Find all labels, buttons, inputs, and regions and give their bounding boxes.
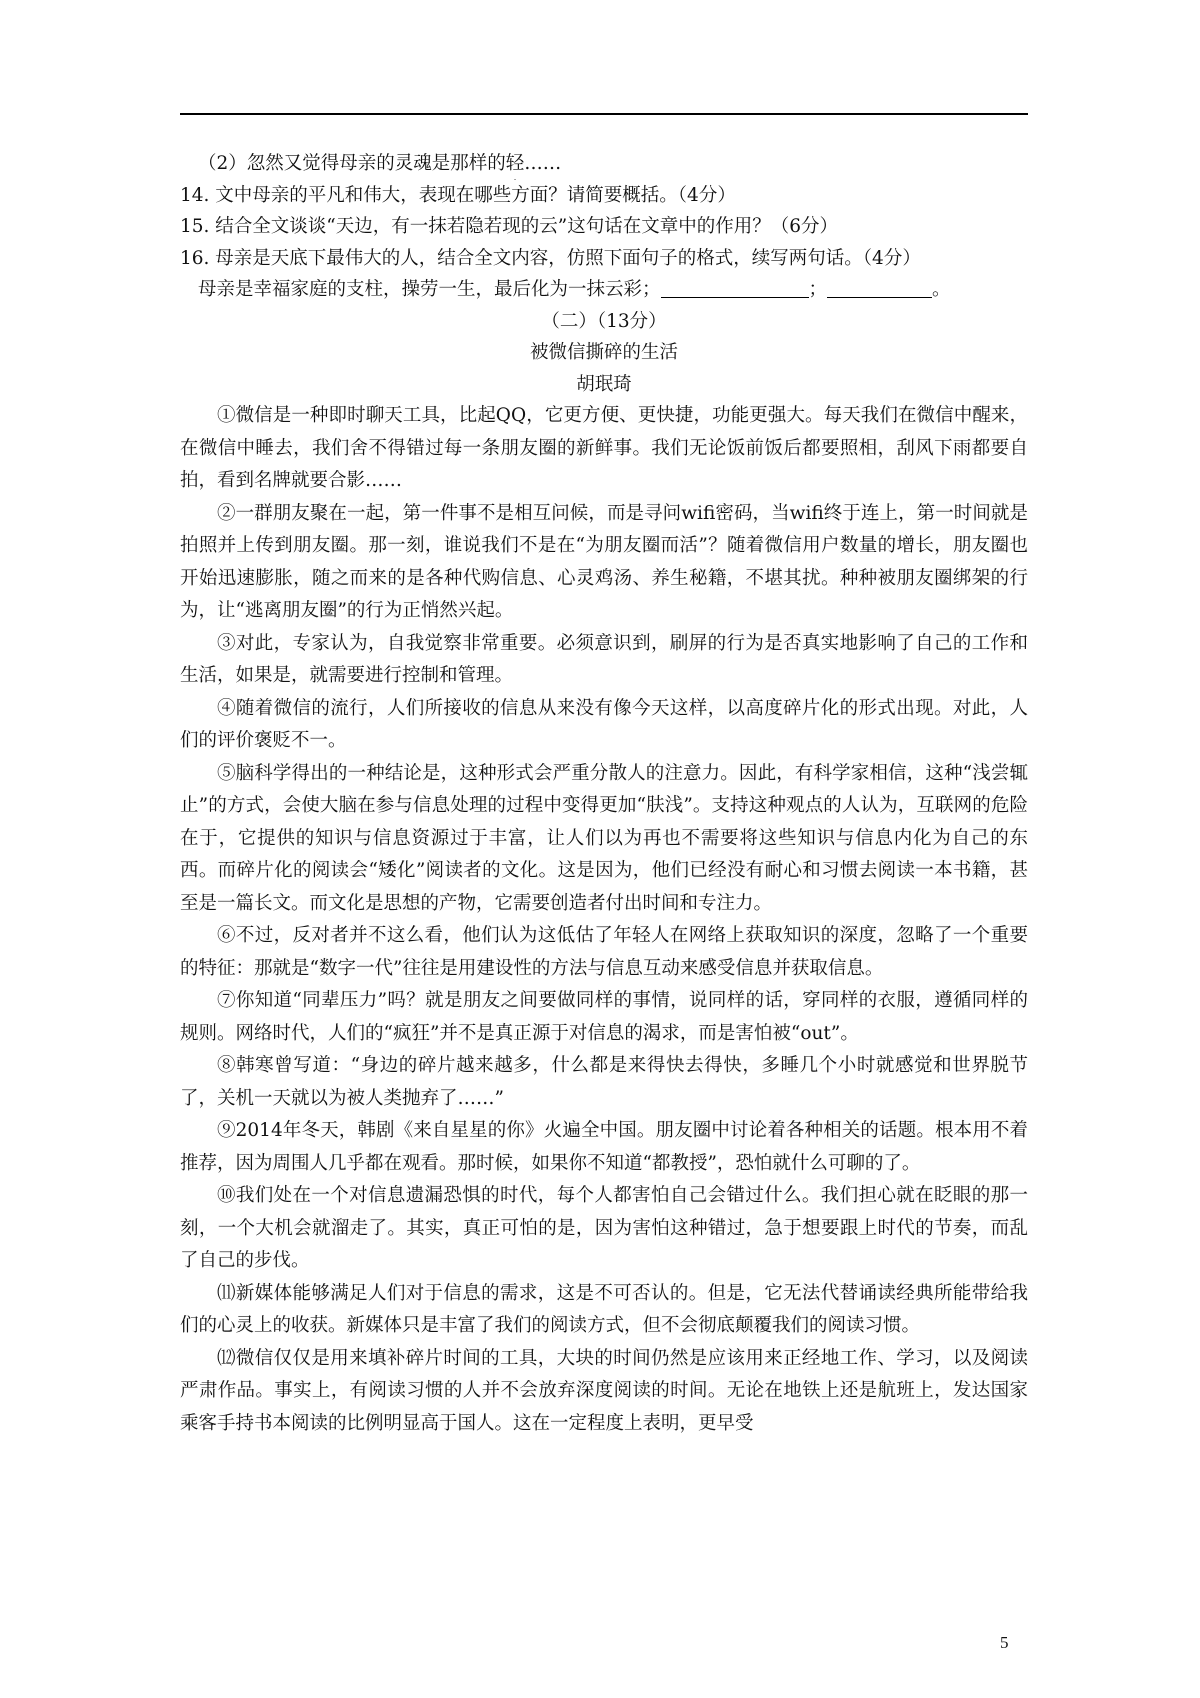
answer-blank-2[interactable]	[827, 277, 932, 298]
section-heading: （二）（13分）	[541, 310, 667, 332]
paragraph-5: ⑤脑科学得出的一种结论是，这种形式会严重分散人的注意力。因此，有科学家相信，这种“浅尝辄止”的方式，会使大脑在参与信息处理的过程中变得更加“肤浅”。支持这种观点的人认为，互联网的危险在于，它提供的知识与信息资源过于丰富，让人们以为再也不需要将这些知识与信息内化为自己的东西。而碎片化的阅读会“矮化”阅读者的文化。这是因为，他们已经没有耐心和习惯去阅读一本书籍，甚至是一篇长文。而文化是思想的产物，它需要创造者付出时间和专注力。	[180, 762, 1028, 914]
document-content	[180, 148, 1028, 1440]
paragraph-11: ⑾新媒体能够满足人们对于信息的需求，这是不可否认的。但是，它无法代替诵读经典所能带给我们的心灵上的收获。新媒体只是丰富了我们的阅读方式，但不会彻底颠覆我们的阅读习惯。	[180, 1282, 1028, 1336]
paragraph-9: ⑨2014年冬天，韩剧《来自星星的你》火遍全中国。朋友圈中讨论着各种相关的话题。根本用不着推荐，因为周围人几乎都在观看。那时候，如果你不知道“都教授”，恐怕就什么可聊的了。	[180, 1120, 1028, 1174]
paragraph-6: ⑥不过，反对者并不这么看，他们认为这低估了年轻人在网络上获取知识的深度，忽略了一个重要的特征：那就是“数字一代”往往是用建设性的方法与信息互动来感受信息并获取信息。	[180, 925, 1028, 979]
paragraph-2: ②一群朋友聚在一起，第一件事不是相互问候，而是寻问wifi密码，当wifi终于连上，第一时间就是拍照并上传到朋友圈。那一刻，谁说我们不是在“为朋友圈而活”？随着微信用户数量的增长，朋友圈也开始迅速膨胀，随之而来的是各种代购信息、心灵鸡汤、养生秘籍，不堪其扰。种种被朋友圈绑架的行为，让“逃离朋友圈”的行为正悄然兴起。	[180, 502, 1028, 621]
paragraph-7: ⑦你知道“同辈压力”吗？就是朋友之间要做同样的事情，说同样的话，穿同样的衣服，遵循同样的规则。网络时代，人们的“疯狂”并不是真正源于对信息的渴求，而是害怕被“out”。	[180, 990, 1028, 1044]
question-13-2-text: （2）忽然又觉得母亲的灵魂是那样的	[198, 153, 506, 174]
page-number: 5	[1000, 1633, 1009, 1652]
question-16-example	[180, 274, 1028, 306]
question-16: 16. 母亲是天底下最伟大的人，结合全文内容，仿照下面句子的格式，续写两句话。（4分）	[180, 247, 921, 269]
article-body	[180, 400, 1028, 1440]
paragraph-8: ⑧韩寒曾写道：“身边的碎片越来越多，什么都是来得快去得快，多睡几个小时就感觉和世界脱节了，关机一天就以为被人类抛弃了……”	[180, 1055, 1028, 1109]
question-14: 14. 文中母亲的平凡和伟大，表现在哪些方面？请简要概括。（4分）	[180, 184, 736, 206]
article-title: 被微信撕碎的生活	[529, 342, 678, 363]
article-author: 胡珉琦	[576, 373, 632, 395]
blank-separator: ；	[808, 279, 828, 300]
paragraph-1: ①微信是一种即时聊天工具，比起QQ，它更方便、更快捷，功能更强大。每天我们在微信中醒来，在微信中睡去，我们舍不得错过每一条朋友圈的新鲜事。我们无论饭前饭后都要照相，刮风下雨都要自拍，看到名牌就要合影……	[180, 405, 1028, 491]
header-rule	[180, 113, 1028, 115]
paragraph-3: ③对此，专家认为，自我觉察非常重要。必须意识到，刷屏的行为是否真实地影响了自己的工作和生活，如果是，就需要进行控制和管理。	[180, 632, 1028, 686]
paragraph-12: ⑿微信仅仅是用来填补碎片时间的工具，大块的时间仍然是应该用来正经地工作、学习，以及阅读严肃作品。事实上，有阅读习惯的人并不会放弃深度阅读的时间。无论在地铁上还是航班上，发达国家乘客手持书本阅读的比例明显高于国人。这在一定程度上表明，更早受	[180, 1347, 1028, 1434]
question-15: 15. 结合全文谈谈“天边，有一抹若隐若现的云”这句话在文章中的作用？（6分）	[180, 216, 838, 237]
sentence-end: 。	[932, 279, 951, 300]
example-sentence: 母亲是幸福家庭的支柱，操劳一生，最后化为一抹云彩；	[198, 279, 661, 300]
answer-blank-1[interactable]	[661, 277, 809, 298]
emphasis-dotted-char: 轻	[505, 153, 525, 174]
question-13-part-2	[180, 148, 1028, 180]
question-13-2-ellipsis: ……	[524, 153, 562, 174]
paragraph-4: ④随着微信的流行，人们所接收的信息从来没有像今天这样，以高度碎片化的形式出现。对此，人们的评价褒贬不一。	[180, 697, 1028, 751]
paragraph-10: ⑩我们处在一个对信息遗漏恐惧的时代，每个人都害怕自己会错过什么。我们担心就在眨眼的那一刻，一个大机会就溜走了。其实，真正可怕的是，因为害怕这种错过，急于想要跟上时代的节奏，而乱了自己的步伐。	[180, 1185, 1028, 1271]
